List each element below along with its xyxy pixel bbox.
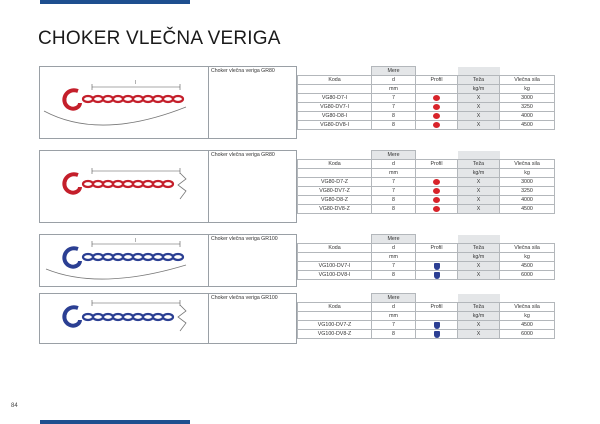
product-name: Choker vlečna veriga GR100: [209, 293, 297, 344]
product-image-choker-gr80-hook: [39, 66, 209, 139]
svg-text:l: l: [135, 80, 137, 86]
red-dot-icon: [433, 122, 440, 128]
unit-d: mm: [372, 312, 416, 321]
unit-weight: kg/m: [458, 253, 500, 262]
unit-load: kg: [500, 85, 555, 94]
header-load: Vlečna sila: [500, 303, 555, 312]
spec-table: [297, 234, 555, 280]
red-dot-icon: [433, 179, 440, 185]
product-image-choker-gr80-loop: [39, 150, 209, 223]
blue-shield-icon: [434, 322, 440, 329]
unit-weight: kg/m: [458, 312, 500, 321]
header-weight: Teža: [458, 303, 500, 312]
svg-text:l: l: [135, 238, 137, 244]
table-row: VG80-D8-I 8 X 4000: [298, 112, 555, 121]
page-title: CHOKER VLEČNA VERIGA: [38, 28, 281, 49]
unit-load: kg: [500, 312, 555, 321]
header-load: Vlečna sila: [500, 160, 555, 169]
spec-table: [297, 293, 555, 339]
header-profile: Profil: [416, 244, 458, 253]
table-row: VG80-D7-I 7 X 3000: [298, 94, 555, 103]
header-code: Koda: [298, 303, 372, 312]
product-name: Choker vlečna veriga GR100: [209, 234, 297, 287]
red-dot-icon: [433, 104, 440, 110]
page-number: 84: [11, 403, 18, 409]
header-weight: Teža: [458, 244, 500, 253]
product-name: Choker vlečna veriga GR80: [209, 66, 297, 139]
product-image-choker-gr100-loop: [39, 293, 209, 344]
table-row: VG80-DV8-Z 8 X 4500: [298, 205, 555, 214]
header-d: d: [372, 303, 416, 312]
header-code: Koda: [298, 160, 372, 169]
table-row: VG80-DV7-I 7 X 3250: [298, 103, 555, 112]
header-code: Koda: [298, 244, 372, 253]
spec-table: [297, 150, 555, 214]
product-name: Choker vlečna veriga GR80: [209, 150, 297, 223]
header-load: Vlečna sila: [500, 76, 555, 85]
table-row: VG100-DV8-Z 8 X 6000: [298, 330, 555, 339]
unit-weight: kg/m: [458, 169, 500, 178]
blue-shield-icon: [434, 263, 440, 270]
red-dot-icon: [433, 206, 440, 212]
table-row: VG100-DV7-I 7 X 4500: [298, 262, 555, 271]
header-d: d: [372, 244, 416, 253]
blue-shield-icon: [434, 272, 440, 279]
red-dot-icon: [433, 197, 440, 203]
table-row: VG100-DV7-Z 7 X 4500: [298, 321, 555, 330]
unit-d: mm: [372, 169, 416, 178]
unit-weight: kg/m: [458, 85, 500, 94]
header-load: Vlečna sila: [500, 244, 555, 253]
header-d: d: [372, 76, 416, 85]
header-group: Mere: [372, 294, 416, 303]
unit-load: kg: [500, 253, 555, 262]
product-image-choker-gr100-hook: [39, 234, 209, 287]
header-group: Mere: [372, 235, 416, 244]
table-row: VG80-DV8-I 8 X 4500: [298, 121, 555, 130]
top-accent-bar: [40, 0, 190, 4]
header-profile: Profil: [416, 160, 458, 169]
unit-d: mm: [372, 85, 416, 94]
table-row: VG80-DV7-Z 7 X 3250: [298, 187, 555, 196]
header-d: d: [372, 160, 416, 169]
table-row: VG80-D8-Z 8 X 4000: [298, 196, 555, 205]
blue-shield-icon: [434, 331, 440, 338]
header-group: Mere: [372, 151, 416, 160]
header-weight: Teža: [458, 160, 500, 169]
red-dot-icon: [433, 95, 440, 101]
header-profile: Profil: [416, 76, 458, 85]
table-row: VG100-DV8-I 8 X 6000: [298, 271, 555, 280]
red-dot-icon: [433, 188, 440, 194]
header-weight: Teža: [458, 76, 500, 85]
bottom-accent-bar: [40, 420, 190, 424]
header-group: Mere: [372, 67, 416, 76]
header-code: Koda: [298, 76, 372, 85]
red-dot-icon: [433, 113, 440, 119]
header-profile: Profil: [416, 303, 458, 312]
unit-d: mm: [372, 253, 416, 262]
unit-load: kg: [500, 169, 555, 178]
spec-table: [297, 66, 555, 130]
table-row: VG80-D7-Z 7 X 3000: [298, 178, 555, 187]
